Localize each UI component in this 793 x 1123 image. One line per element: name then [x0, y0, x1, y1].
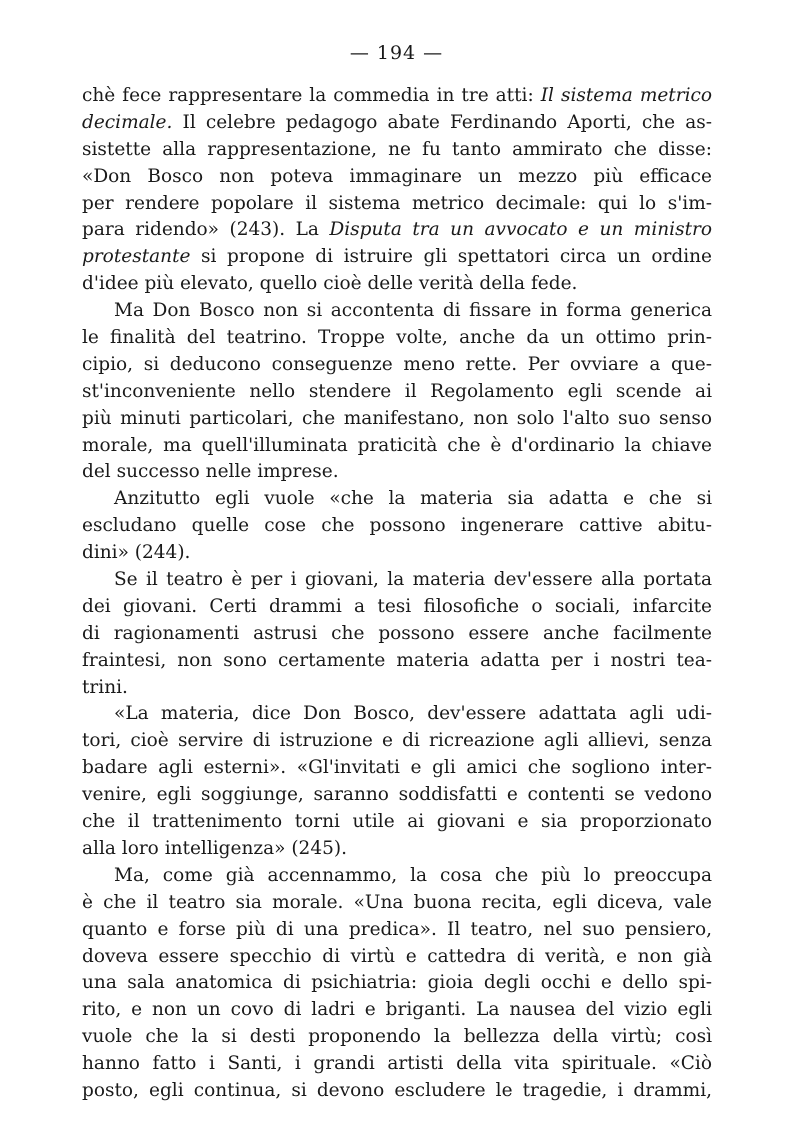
page-number: — 194 — [349, 42, 444, 64]
line-text: Anzitutto egli vuole «che la materia sia adatta e che si [114, 488, 712, 510]
line-text: rito, e non un covo di ladri e briganti. La nausea del vizio egli [82, 999, 712, 1021]
line-text: per rendere popolare il sistema metrico decimale: qui lo s'im- [82, 192, 712, 214]
text-line [82, 459, 712, 486]
text-line [82, 1078, 712, 1105]
line-text: tori, cioè servire di istruzione e di ricreazione agli allievi, senza [82, 730, 712, 752]
italic-title-text: decimale. [82, 111, 173, 133]
text-line [82, 83, 712, 110]
text-line [82, 513, 712, 540]
line-text: di ragionamenti astrusi che possono essere anche facilmente [82, 622, 712, 644]
line-text: dini» (244). [82, 542, 191, 564]
line-text: badare agli esterni». «Gl'invitati e gli amici che sogliono inter- [82, 757, 712, 779]
line-text: Ma, come già accennammo, la cosa che più lo preoccupa [114, 864, 712, 886]
text-line [82, 728, 712, 755]
text-line [82, 648, 712, 675]
line-text: una sala anatomica di psichiatria: gioia degli occhi e dello spi- [82, 972, 712, 994]
line-text: è che il teatro sia morale. «Una buona recita, egli diceva, vale [82, 891, 712, 913]
text-line [82, 782, 712, 809]
line-text: «La materia, dice Don Bosco, dev'essere adattata agli udi- [114, 703, 712, 725]
text-line [82, 917, 712, 944]
line-text: st'inconveniente nello stendere il Regolamento egli scende ai [82, 380, 712, 402]
italic-title-text: protestante [82, 246, 191, 268]
italic-title-text: Il sistema metrico [540, 85, 712, 106]
line-text: Ma Don Bosco non si accontenta di fissare in forma generica [114, 300, 712, 322]
line-text: fraintesi, non sono certamente materia adatta per i nostri tea- [82, 649, 712, 671]
text-line [82, 244, 712, 271]
line-text: Il celebre pedagogo abate Ferdinando Aporti, che as- [172, 111, 712, 133]
text-line [82, 352, 712, 379]
line-text: chè fece rappresentare la commedia in tre atti: [82, 85, 541, 106]
text-line [82, 325, 712, 352]
line-text: trini. [82, 676, 128, 698]
text-line [82, 944, 712, 971]
text-line [82, 567, 712, 594]
text-line [82, 997, 712, 1024]
italic-title-text: Disputa tra un avvocato e un ministro [329, 219, 712, 241]
line-text: cipio, si deducono conseguenze meno rette. Per ovviare a que- [82, 353, 712, 375]
line-text: escludano quelle cose che possono ingenerare cattive abitu- [82, 515, 712, 537]
text-line [82, 675, 712, 702]
body-text [82, 83, 712, 1105]
text-line [82, 1051, 712, 1078]
text-line [82, 191, 712, 218]
text-line [82, 621, 712, 648]
text-line [82, 164, 712, 191]
line-text: alla loro intelligenza» (245). [82, 837, 347, 859]
text-line [82, 217, 712, 244]
line-text: «Don Bosco non poteva immaginare un mezzo più efficace [82, 165, 712, 187]
line-text: sistette alla rappresentazione, ne fu tanto ammirato che disse: [82, 138, 712, 160]
text-line [82, 486, 712, 513]
text-line [82, 836, 712, 863]
text-line [82, 970, 712, 997]
line-text: si propone di istruire gli spettatori circa un ordine [190, 246, 712, 268]
text-line [82, 1024, 712, 1051]
line-text: più minuti particolari, che manifestano, non solo l'alto suo senso [82, 407, 712, 429]
text-line [82, 271, 712, 298]
text-line [82, 540, 712, 567]
line-text: vuole che la si desti proponendo la bellezza della virtù; così [82, 1026, 712, 1048]
line-text: doveva essere specchio di virtù e cattedra di verità, e non già [82, 945, 712, 967]
line-text: d'idee più elevato, quello cioè delle verità della fede. [82, 273, 578, 295]
line-text: morale, ma quell'illuminata praticità che è d'ordinario la chiave [82, 434, 712, 456]
line-text: dei giovani. Certi drammi a tesi filosofiche o sociali, infarcite [82, 595, 712, 617]
text-line [82, 701, 712, 728]
text-line [82, 594, 712, 621]
line-text: le finalità del teatrino. Troppe volte, anche da un ottimo prin- [82, 327, 712, 349]
line-text: posto, egli continua, si devono escludere le tragedie, i drammi, [82, 1079, 712, 1101]
line-text: del successo nelle imprese. [82, 461, 339, 483]
line-text: venire, egli soggiunge, saranno soddisfatti e contenti se vedono [82, 784, 712, 806]
line-text: quanto e forse più di una predica». Il teatro, nel suo pensiero, [82, 918, 712, 940]
text-line [82, 755, 712, 782]
text-line [82, 863, 712, 890]
text-line [82, 137, 712, 164]
text-line [82, 298, 712, 325]
text-line [82, 890, 712, 917]
text-line [82, 809, 712, 836]
text-line [82, 433, 712, 460]
line-text: hanno fatto i Santi, i grandi artisti della vita spirituale. «Ciò [82, 1053, 712, 1075]
line-text: Se il teatro è per i giovani, la materia dev'essere alla portata [114, 569, 712, 591]
line-text: che il trattenimento torni utile ai giovani e sia proporzionato [82, 811, 712, 833]
text-line [82, 406, 712, 433]
line-text: para ridendo» (243). La [82, 219, 330, 241]
text-line [82, 110, 712, 137]
text-line [82, 379, 712, 406]
